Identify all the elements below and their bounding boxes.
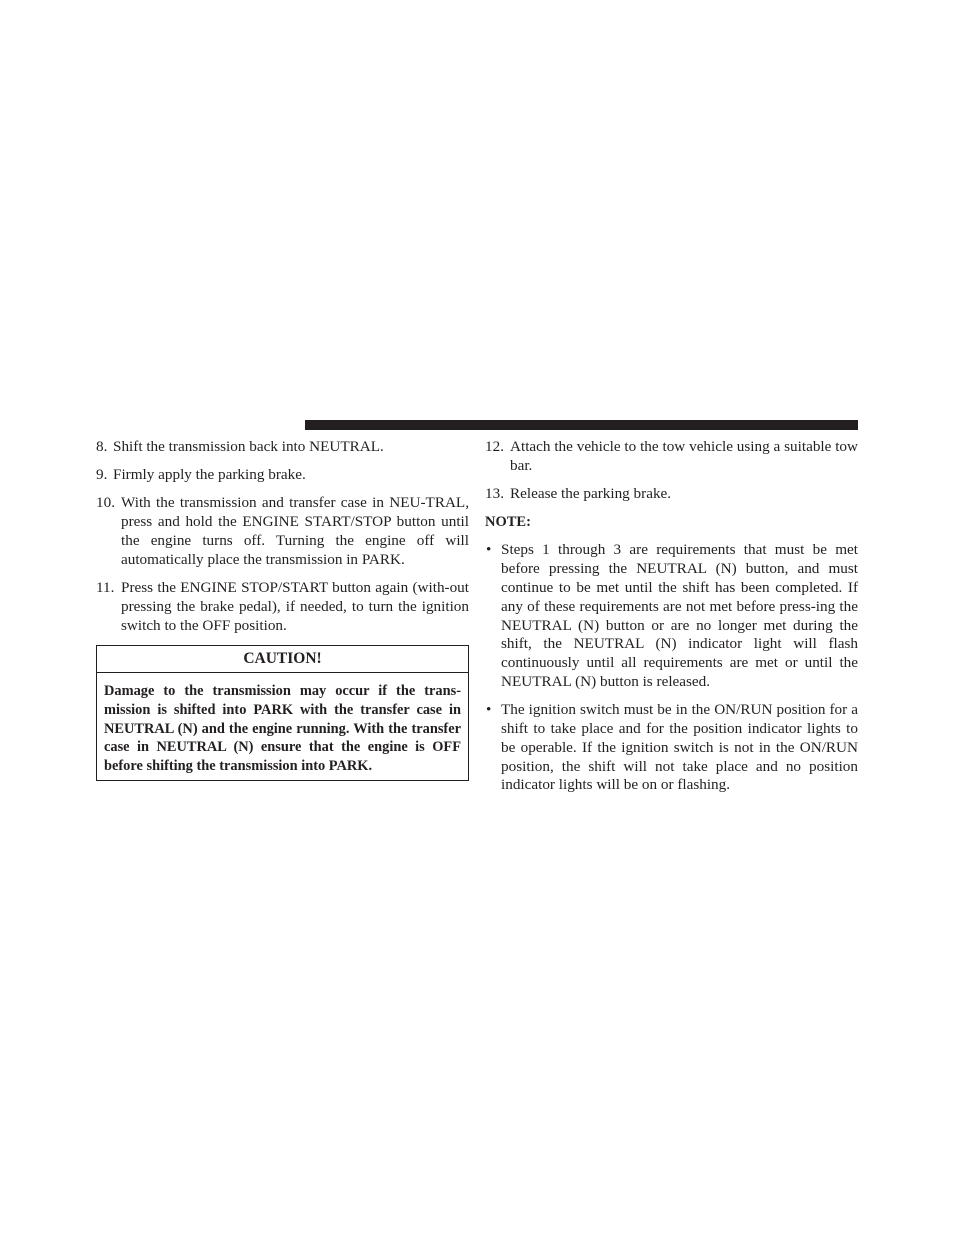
- step-number: 12.: [485, 438, 504, 455]
- step-text: Attach the vehicle to the tow vehicle using a suitable tow bar.: [510, 438, 858, 474]
- step-number: 10.: [96, 494, 115, 512]
- step-9: [96, 466, 469, 485]
- bullet-text: Steps 1 through 3 are requirements that must be met before pressing the NEUTRAL (N) button, and must continue to be met until the shift has been completed. If any of these requirements are not met before press-ing the NEUTRAL (N) button or are no longer met during the shift, the NEUTRAL (N) indicator light will flash continuously until all requirements are met or until the NEUTRAL (N) button is released.: [501, 541, 858, 690]
- bullet-icon: •: [486, 701, 492, 719]
- step-number: 13.: [485, 484, 504, 502]
- bullet-text: The ignition switch must be in the ON/RUN position for a shift to take place and for the position indicator lights to be operable. If the ignition switch is not in the ON/RUN position, the shift will not take place and no position indicator lights will be on or flashing.: [501, 701, 858, 794]
- step-text: Shift the transmission back into NEUTRAL.: [113, 438, 384, 455]
- left-column: [96, 438, 469, 781]
- step-text: Release the parking brake.: [510, 484, 672, 502]
- step-text: Press the ENGINE STOP/START button again (with-out pressing the brake pedal), if needed, to turn the ignition switch to the OFF position.: [121, 578, 469, 634]
- step-number: 9.: [96, 466, 108, 484]
- note-label: NOTE:: [485, 514, 531, 531]
- step-10: [96, 494, 469, 569]
- right-column: [485, 438, 858, 805]
- step-number: 8.: [96, 438, 108, 455]
- step-11: [96, 579, 469, 635]
- note-bullet: [485, 701, 858, 795]
- step-text: Firmly apply the parking brake.: [113, 466, 306, 484]
- bullet-icon: •: [486, 541, 492, 559]
- step-number: 11.: [96, 578, 115, 596]
- step-12: [485, 438, 858, 476]
- caution-title: CAUTION!: [97, 646, 468, 673]
- step-8: [96, 438, 469, 457]
- step-text: With the transmission and transfer case in NEU-TRAL, press and hold the ENGINE START/STOP button until the engine turns off. Turning the engine off will automatically place the transmission in PARK.: [121, 494, 469, 568]
- section-header-bar: [305, 420, 858, 430]
- caution-text: Damage to the transmission may occur if the trans-mission is shifted into PARK with the transfer case in NEUTRAL (N) and the engine running. With the transfer case in NEUTRAL (N) ensure that the engine is OFF before shifting the transmission into PARK.: [104, 682, 461, 775]
- caution-box: [96, 645, 469, 782]
- step-13: [485, 485, 858, 504]
- note-bullet: [485, 541, 858, 691]
